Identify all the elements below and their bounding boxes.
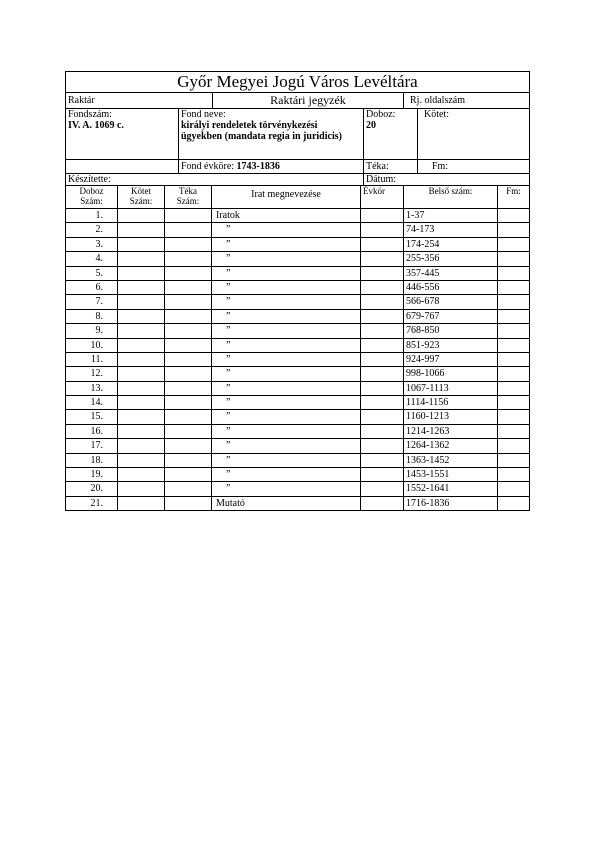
col-belso: Belső szám: [404,186,498,209]
row-irat-name: ” [212,352,361,366]
doboz-value: 20 [366,120,376,131]
col-kotet-szam: Szám: [129,196,153,206]
row-irat-name: ” [212,424,361,438]
col-teka-szam: Szám: [176,196,200,206]
row-teka-cell [165,482,212,496]
row-irat-name: ” [212,237,361,251]
fondszam-cell [66,109,179,160]
row-fm-cell [498,496,530,510]
row-evkor-cell [361,352,404,366]
col-doboz-szam: Szám: [80,196,103,206]
col-evkor: Évkör [361,186,404,209]
row-fm-cell [498,295,530,309]
row-evkor-cell [361,453,404,467]
fond-neve-label: Fond neve: [181,109,226,120]
row-doboz-number: 19. [66,468,118,482]
row-belso-szam: 174-254 [404,237,498,251]
keszitette-label: Készítette: [66,174,364,186]
row-teka-cell [165,295,212,309]
row-kotet-cell [118,352,165,366]
row-evkor-cell [361,209,404,223]
row-fm-cell [498,209,530,223]
row-irat-name: ” [212,439,361,453]
kotet-cell [418,109,530,160]
row-fm-cell [498,266,530,280]
row-irat-name: ” [212,223,361,237]
row-belso-szam: 1114-1156 [404,396,498,410]
raktar-label: Raktár [66,93,213,109]
table-row [66,424,530,438]
row-belso-szam: 1552-1641 [404,482,498,496]
row-evkor-cell [361,468,404,482]
row-belso-szam: 1-37 [404,209,498,223]
row-evkor-cell [361,309,404,323]
row-doboz-number: 21. [66,496,118,510]
row-evkor-cell [361,252,404,266]
row-kotet-cell [118,309,165,323]
row-irat-name: ” [212,252,361,266]
row-doboz-number: 2. [66,223,118,237]
row-teka-cell [165,252,212,266]
row-fm-cell [498,410,530,424]
row-teka-cell [165,338,212,352]
row-fm-cell [498,324,530,338]
row-kotet-cell [118,324,165,338]
inventory-rows [66,209,530,511]
col-irat: Irat megnevezése [212,186,361,209]
row-teka-cell [165,237,212,251]
row-teka-cell [165,223,212,237]
row-irat-name: ” [212,266,361,280]
row-evkor-cell [361,280,404,294]
table-row [66,309,530,323]
fondszam-value: IV. A. 1069 c. [68,120,124,131]
row-teka-cell [165,439,212,453]
col-kotet-label: Kötet [131,186,151,196]
table-row [66,410,530,424]
row-fm-cell [498,396,530,410]
empty-cell [66,160,179,174]
rj-oldalszam-label: Rj. oldalszám [404,93,530,109]
row-irat-name: ” [212,396,361,410]
row-teka-cell [165,367,212,381]
row-evkor-cell [361,295,404,309]
row-evkor-cell [361,266,404,280]
teka-label: Téka: [364,160,418,174]
row-doboz-number: 14. [66,396,118,410]
row-belso-szam: 851-923 [404,338,498,352]
column-header-row [66,186,530,209]
row-teka-cell [165,309,212,323]
row-belso-szam: 255-356 [404,252,498,266]
row-evkor-cell [361,338,404,352]
row-irat-name: ” [212,381,361,395]
row-doboz-number: 16. [66,424,118,438]
table-row [66,381,530,395]
row-belso-szam: 1716-1836 [404,496,498,510]
row-kotet-cell [118,280,165,294]
row-fm-cell [498,352,530,366]
row-fm-cell [498,223,530,237]
row-fm-cell [498,338,530,352]
row-belso-szam: 1264-1362 [404,439,498,453]
row-kotet-cell [118,439,165,453]
fond-evkore-value: 1743-1836 [236,161,280,172]
row-belso-szam: 357-445 [404,266,498,280]
table-row [66,482,530,496]
row-belso-szam: 1214-1263 [404,424,498,438]
row-evkor-cell [361,324,404,338]
row-doboz-number: 7. [66,295,118,309]
row-irat-name: ” [212,453,361,467]
row-kotet-cell [118,252,165,266]
row-belso-szam: 998-1066 [404,367,498,381]
col-kotet [118,186,165,209]
row-evkor-cell [361,223,404,237]
row-doboz-number: 20. [66,482,118,496]
fond-evkore-label: Fond évköre: [181,161,235,172]
row-doboz-number: 11. [66,352,118,366]
row-doboz-number: 18. [66,453,118,467]
col-teka [165,186,212,209]
fm-label: Fm: [418,160,530,174]
row-kotet-cell [118,367,165,381]
row-teka-cell [165,324,212,338]
inventory-table [65,185,530,511]
row-irat-name: ” [212,468,361,482]
datum-label: Dátum: [364,174,530,186]
row-belso-szam: 1067-1113 [404,381,498,395]
row-fm-cell [498,237,530,251]
row-doboz-number: 10. [66,338,118,352]
row-kotet-cell [118,482,165,496]
row-doboz-number: 12. [66,367,118,381]
row-teka-cell [165,266,212,280]
row-belso-szam: 1160-1213 [404,410,498,424]
row-kotet-cell [118,410,165,424]
table-row [66,396,530,410]
row-doboz-number: 15. [66,410,118,424]
table-row [66,338,530,352]
table-row [66,266,530,280]
row-irat-name: Mutató [212,496,361,510]
row-teka-cell [165,410,212,424]
row-irat-name: ” [212,338,361,352]
row-belso-szam: 446-556 [404,280,498,294]
row-belso-szam: 768-850 [404,324,498,338]
row-fm-cell [498,381,530,395]
row-evkor-cell [361,396,404,410]
row-teka-cell [165,468,212,482]
fond-neve-cell [179,109,364,160]
row-irat-name: Iratok [212,209,361,223]
row-doboz-number: 5. [66,266,118,280]
inventory-sheet [65,71,529,511]
row-fm-cell [498,482,530,496]
table-row [66,237,530,251]
table-row [66,252,530,266]
row-doboz-number: 13. [66,381,118,395]
row-belso-szam: 1363-1452 [404,453,498,467]
doboz-cell [364,109,418,160]
row-teka-cell [165,453,212,467]
row-evkor-cell [361,439,404,453]
row-kotet-cell [118,396,165,410]
kotet-label: Kötet: [424,109,449,120]
row-kotet-cell [118,223,165,237]
header-table [65,71,530,186]
row-doboz-number: 3. [66,237,118,251]
row-evkor-cell [361,424,404,438]
col-doboz [66,186,118,209]
table-row [66,352,530,366]
row-kotet-cell [118,295,165,309]
row-doboz-number: 9. [66,324,118,338]
row-irat-name: ” [212,295,361,309]
table-row [66,295,530,309]
col-fm: Fm: [498,186,530,209]
row-belso-szam: 566-678 [404,295,498,309]
row-evkor-cell [361,410,404,424]
row-fm-cell [498,453,530,467]
row-kotet-cell [118,424,165,438]
row-fm-cell [498,439,530,453]
row-fm-cell [498,424,530,438]
row-teka-cell [165,396,212,410]
row-kotet-cell [118,237,165,251]
col-doboz-label: Doboz [79,186,104,196]
table-row [66,280,530,294]
table-row [66,223,530,237]
row-fm-cell [498,252,530,266]
row-teka-cell [165,209,212,223]
row-kotet-cell [118,381,165,395]
row-irat-name: ” [212,367,361,381]
fond-neve-value: királyi rendeletek törvénykezési ügyekben (mandata regia in juridicis) [181,120,342,142]
row-doboz-number: 1. [66,209,118,223]
row-evkor-cell [361,381,404,395]
row-evkor-cell [361,496,404,510]
row-evkor-cell [361,237,404,251]
row-fm-cell [498,280,530,294]
row-irat-name: ” [212,410,361,424]
row-teka-cell [165,496,212,510]
row-belso-szam: 74-173 [404,223,498,237]
row-teka-cell [165,280,212,294]
archive-title: Győr Megyei Jogú Város Levéltára [66,72,530,93]
table-row [66,453,530,467]
row-kotet-cell [118,209,165,223]
doboz-label: Doboz: [366,109,396,120]
row-doboz-number: 17. [66,439,118,453]
row-irat-name: ” [212,280,361,294]
fond-evkore-cell [179,160,364,174]
table-row [66,468,530,482]
row-irat-name: ” [212,309,361,323]
row-belso-szam: 679-767 [404,309,498,323]
table-row [66,439,530,453]
row-kotet-cell [118,266,165,280]
row-belso-szam: 924-997 [404,352,498,366]
row-doboz-number: 8. [66,309,118,323]
row-kotet-cell [118,468,165,482]
table-row [66,367,530,381]
row-fm-cell [498,367,530,381]
row-evkor-cell [361,482,404,496]
raktari-jegyzek-label: Raktári jegyzék [213,93,404,109]
row-irat-name: ” [212,324,361,338]
row-kotet-cell [118,338,165,352]
row-doboz-number: 4. [66,252,118,266]
fondszam-label: Fondszám: [68,109,112,120]
table-row [66,496,530,510]
col-teka-label: Téka [179,186,197,196]
row-teka-cell [165,424,212,438]
row-irat-name: ” [212,482,361,496]
table-row [66,324,530,338]
row-doboz-number: 6. [66,280,118,294]
row-belso-szam: 1453-1551 [404,468,498,482]
row-evkor-cell [361,367,404,381]
row-fm-cell [498,468,530,482]
row-teka-cell [165,352,212,366]
row-fm-cell [498,309,530,323]
row-kotet-cell [118,496,165,510]
table-row [66,209,530,223]
row-kotet-cell [118,453,165,467]
row-teka-cell [165,381,212,395]
